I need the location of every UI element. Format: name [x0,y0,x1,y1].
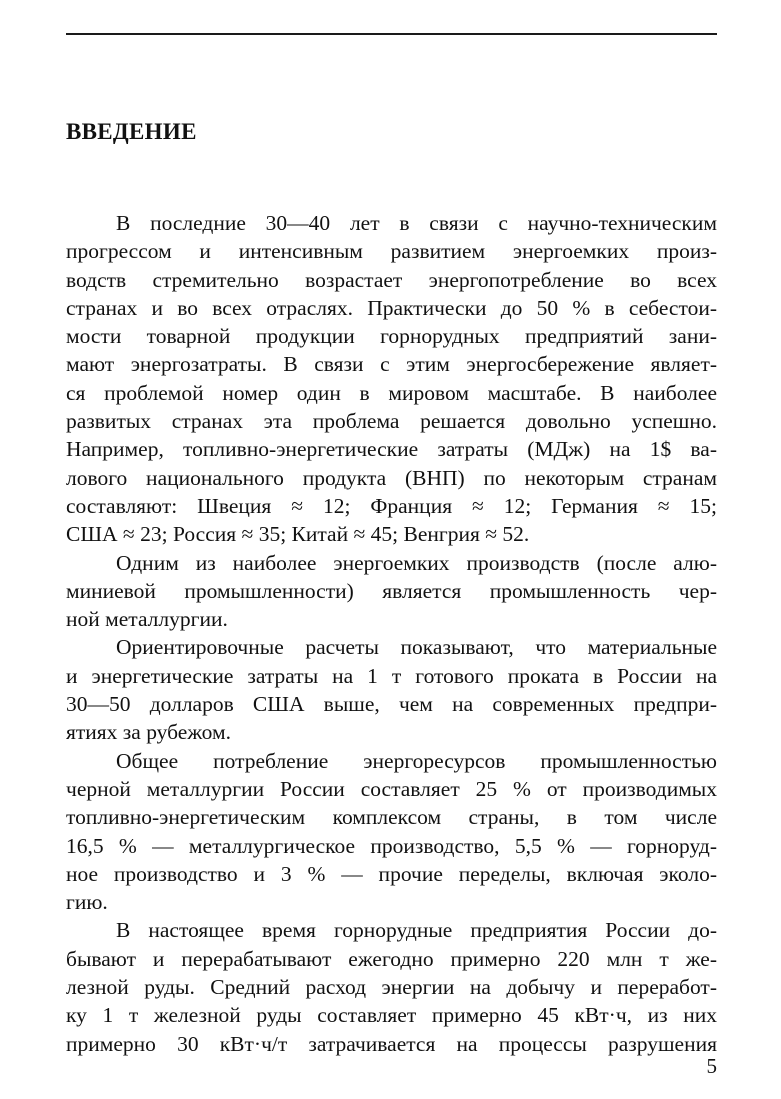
text-line: странах и во всех отраслях. Практически до 50 % в себестои- [66,295,717,320]
header-rule [66,33,717,35]
text-line: примерно 30 кВт·ч/т затрачивается на процессы разрушения [66,1031,717,1056]
text-line: лезной руды. Средний расход энергии на добычу и переработ- [66,975,717,1000]
text-line: ку 1 т железной руды составляет примерно 45 кВт·ч, из них [66,1003,717,1028]
text-line: ной металлургии. [66,607,228,632]
chapter-heading: ВВЕДЕНИЕ [66,119,197,144]
text-line: Одним из наиболее энергоемких производств (после алю- [116,550,717,575]
text-line: Общее потребление энергоресурсов промышленностью [116,748,717,773]
body-text [66,209,717,1058]
paragraph [66,747,717,917]
paragraph [66,209,717,549]
text-line: В настоящее время горнорудные предприятия России до- [116,918,717,943]
text-line: 16,5 % — металлургическое производство, 5,5 % — горноруд- [66,833,717,858]
text-line: составляют: Швеция ≈ 12; Франция ≈ 12; Германия ≈ 15; [66,493,717,518]
text-line: США ≈ 23; Россия ≈ 35; Китай ≈ 45; Венгрия ≈ 52. [66,522,530,547]
text-line: и энергетические затраты на 1 т готового проката в России на [66,663,717,688]
text-line: Ориентировочные расчеты показывают, что материальные [116,635,717,660]
text-line: черной металлургии России составляет 25 % от производимых [66,776,717,801]
text-line: прогрессом и интенсивным развитием энергоемких произ- [66,239,717,264]
text-line: мают энергозатраты. В связи с этим энергосбережение являет- [66,352,717,377]
paragraph [66,916,717,1057]
text-line: ное производство и 3 % — прочие переделы, включая эколо- [66,861,717,886]
text-line: гию. [66,890,108,915]
paragraph [66,549,717,634]
text-line: миниевой промышленности) является промышленность чер- [66,578,717,603]
page-number: 5 [706,1054,717,1078]
text-line: развитых странах эта проблема решается довольно успешно. [66,409,717,434]
text-line: Например, топливно-энергетические затраты (МДж) на 1$ ва- [66,437,717,462]
text-line: ятиях за рубежом. [66,720,231,745]
text-line: топливно-энергетическим комплексом страны, в том числе [66,805,717,830]
text-line: мости товарной продукции горнорудных предприятий зани- [66,324,717,349]
paragraph [66,633,717,746]
text-line: 30—50 долларов США выше, чем на современных предпри- [66,692,717,717]
text-line: В последние 30—40 лет в связи с научно-техническим [116,211,717,235]
text-line: лового национального продукта (ВНП) по некоторым странам [66,465,717,490]
text-line: водств стремительно возрастает энергопотребление во всех [66,267,717,292]
text-line: ся проблемой номер один в мировом масштабе. В наиболее [66,380,717,405]
text-line: бывают и перерабатывают ежегодно примерно 220 млн т же- [66,946,717,971]
